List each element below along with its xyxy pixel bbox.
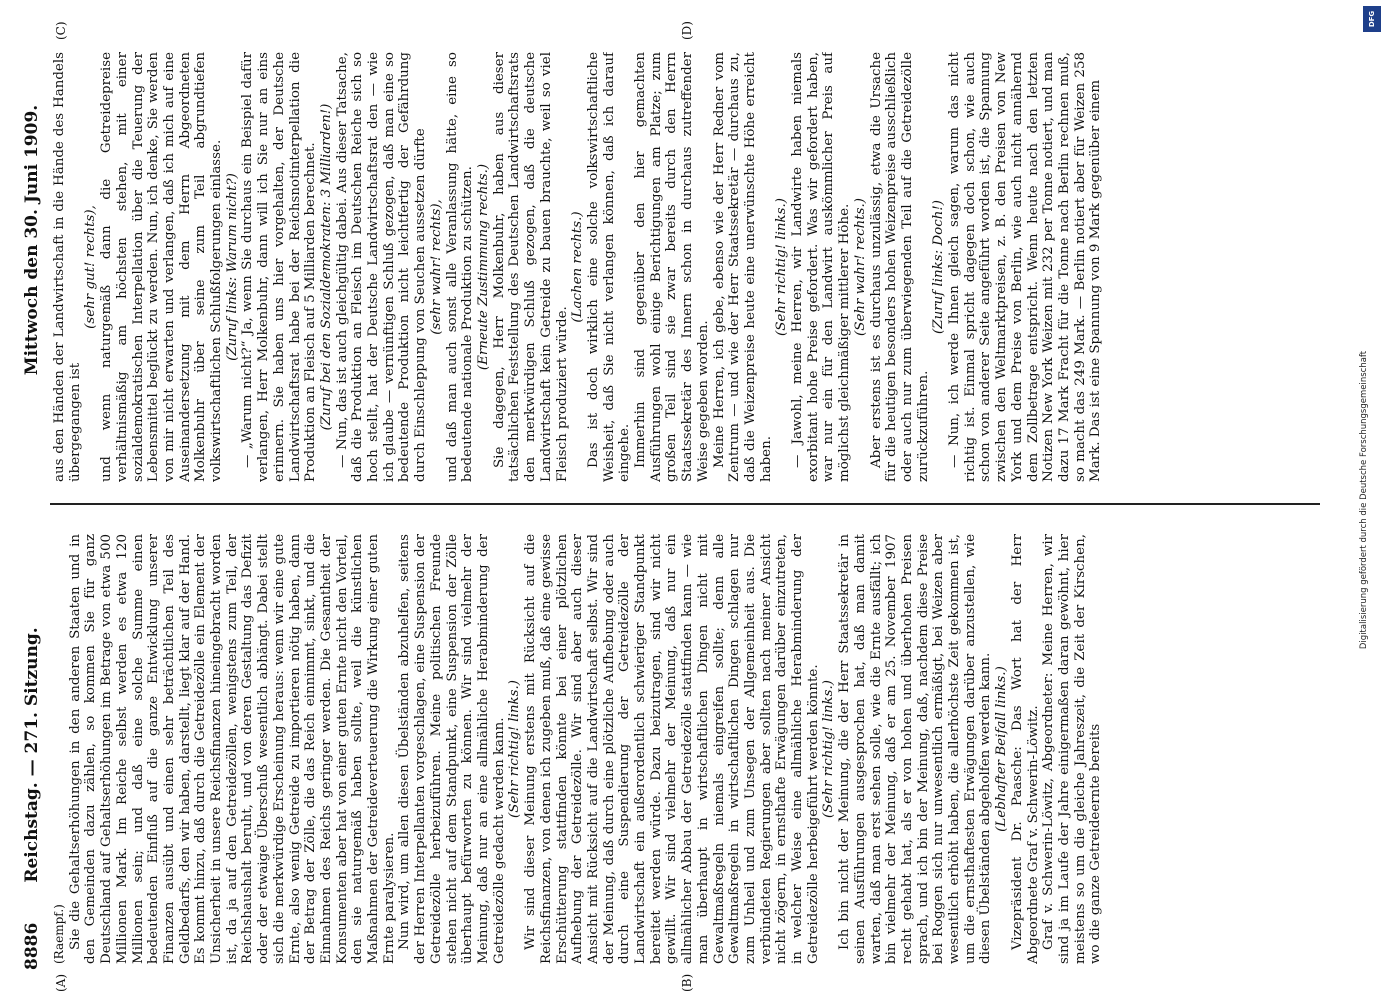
paragraph: (Raempf.) — [52, 904, 66, 964]
column-divider — [50, 503, 1320, 505]
paragraph: Aber erstens ist es durchaus unzulässig, etwa die Ursache für die heutigen besonders hohen Weizenpreise ausschließlich oder auch nur zum überwiegenden Teil auf die Getreidezölle zurückzuführen. — [868, 52, 931, 482]
interjection: (Zuruf bei den Sozialdemokraten: 3 Milliarden!) — [318, 103, 334, 431]
page-number: 8886 — [22, 922, 42, 970]
paragraph: Graf v. Schwerin-Löwitz, Abgeordneter: Meine Herren, wir sind ja im Laufe der Jahre einigermaßen daran gewöhnt, hier meistens so um die gleiche Jahreszeit, die Zeit der Kirschen, wo die ganze Getreideernte bereits — [1041, 534, 1104, 964]
left-text-column — [52, 534, 1302, 964]
interjection: (Sehr richtig! links.) — [507, 680, 523, 818]
paragraph: Wir sind dieser Meinung erstens mit Rücksicht auf die Reichsfinanzen, von denen ich zugeben muß, daß eine gewisse Erschütterung stattfinden könnte bei einer plötzlichen Aufhebung der Getreidezölle. Wir sind aber auch dieser Ansicht mit Rücksicht auf die Landwirtschaft selbst. Wir sind der Meinung, daß durch eine plötzliche Aufhebung oder auch durch eine Suspendierung der Getreidezölle der Landwirtschaft ein außerordentlich schwieriger Standpunkt bereitet werden würde. Dazu beizutragen, sind wir nicht gewillt. Wir sind vielmehr der Meinung, daß nur ein allmählicher Abbau der Getreidezölle stattfinden kann — wie man überhaupt in wirtschaftlichen Dingen nicht mit Gewaltmaßregeln niemals eingreifen sollte; denn alle Gewaltmaßregeln in wirtschaftlichen Dingen schlagen nur zum Unheil und zum Unsegen der Allgemeinheit aus. Die verbündeten Regierungen aber sollten nach meiner Ansicht nicht zögern, in ernsthafte Erwägungen darüber einzutreten, in welcher Weise eine allmähliche Herabminderung der Getreidezölle herbeigeführt werden könnte. — [523, 534, 821, 964]
interjection: (Sehr richtig! links.) — [774, 198, 790, 336]
header-left-title: Reichstag. — 271. Sitzung. — [22, 627, 42, 883]
paragraph: aus den Händen der Landwirtschaft in die Hände des Handels übergegangen ist — [52, 52, 83, 482]
interjection: (Sehr richtig! links.) — [821, 680, 837, 818]
margin-marker-a: (A) — [54, 973, 68, 992]
margin-marker-b: (B) — [680, 973, 694, 992]
paragraph: und daß man auch sonst alle Veranlassung hätte, eine so bedeutende nationale Produktion zu schützen. — [444, 52, 476, 482]
interjection: (sehr wahr! rechts), — [428, 199, 444, 335]
header-right-title: Mittwoch den 30. Juni 1909. — [22, 104, 42, 376]
paragraph: Meine Herren, ich gebe, ebenso wie der Herr Redner vom Zentrum — und wie der Herr Staatssekretär — durchaus zu, daß die Weizenpreise heute eine unerwünschte Höhe erreicht haben. — [711, 52, 774, 482]
paragraph: — Nun, ich werde Ihnen gleich sagen, warum das nicht richtig ist. Einmal spricht dagegen doch schon, wie auch schon von anderer Seite angeführt worden ist, die Spannung zwischen den Weltmarktpreisen, z. B. den Preisen von New York und dem Preise von Berlin, wie auch nicht annähernd dem Zollbetrage entspricht. Wenn heute nach den letzten Notizen New York Weizen mit 232 per Tonne notiert, und man dazu 17 Mark Fracht für die Tonne nach Berlin rechnen muß, so macht das 249 Mark. — Berlin notiert aber für Weizen 258 Mark. Das ist eine Spannung von 9 Mark gegenüber einem — [947, 52, 1104, 482]
paragraph: und wenn naturgemäß dann die Getreidepreise verhältnismäßig am höchsten stehen, mit einer sozialdemokratischen Interpellation über die Teuerung der Lebensmittel beglückt zu werden. Nun, ich denke, Sie werden von mir nicht erwarten und verlangen, daß ich mich auf eine Auseinandersetzung mit dem Herrn Abgeordneten Molkenbuhr über seine zum Teil abgrundtiefen volkswirtschaftlichen Schlußfolgerungen einlasse. — [99, 52, 225, 482]
margin-marker-d: (D) — [680, 21, 694, 40]
digitization-credit-text: Digitalisierung gefördert durch die Deutsche Forschungsgemeinschaft — [1359, 350, 1369, 650]
paragraph: Vizepräsident Dr. Paasche: Das Wort hat der Herr Abgeordnete Graf v. Schwerin-Löwitz. — [1009, 534, 1041, 964]
paragraph: — „Warum nicht?“ Ja, wenn Sie durchaus ein Beispiel dafür verlangen, Herr Molkenbuhr, dann will ich Sie nur an eins erinnern. Sie haben uns hier vorgehalten, der Deutsche Landwirtschaftsrat habe bei der Reichsnotinterpellation die Produktion an Fleisch auf 5 Milliarden berechnet. — [240, 52, 319, 482]
paragraph: Sie dagegen, Herr Molkenbuhr, haben aus dieser tatsächlichen Feststellung des Deutschen Landwirtschaftsrats den merkwürdigen Schluß gezogen, daß die deutsche Landwirtschaft kein Getreide zu bauen brauchte, weil so viel Fleisch produziert würde. — [491, 52, 570, 482]
interjection: (Lachen rechts.) — [570, 211, 586, 323]
interjection: (Zuruf links: Doch!) — [931, 200, 947, 334]
interjection: (Zuruf links: Warum nicht?) — [224, 173, 240, 361]
right-text-column — [52, 52, 1302, 482]
paragraph: Nun wird, um allen diesen Übelständen abzuhelfen, seitens der Herren Interpellanten vorgeschlagen, eine Suspension der Getreidezölle herbeizuführen. Meine politischen Freunde stehen nicht auf dem Standpunkt, eine Suspension der Zölle überhaupt befürworten zu können. Wir sind vielmehr der Meinung, daß nur an eine allmähliche Herabminderung der Getreidezölle gedacht werden kann. — [397, 534, 507, 964]
interjection: (Lebhafter Beifall links.) — [994, 666, 1010, 832]
paragraph: Sie die Gehaltserhöhungen in den anderen Staaten und in den Gemeinden dazu zählen, so kommen Sie für ganz Deutschland auf Gehaltserhöhungen im Betrage von etwa 500 Millionen Mark. Im Reiche selbst werden es etwa 120 Millionen sein; und daß eine solche Summe einen bedeutenden Einfluß auf die ganze Entwicklung unserer Finanzen ausübt und einen sehr beträchtlichen Teil des Geldbedarfs, den wir haben, darstellt, liegt klar auf der Hand. Es kommt hinzu, daß durch die Getreidezölle ein Element der Unsicherheit in unsere Reichsfinanzen hineingebracht worden ist, da ja auf den Getreidezöllen, wenigstens zum Teil, der Reichshaushalt beruht, und von deren Gestaltung das Defizit oder der etwaige Überschuß wesentlich abhängt. Dabei stellt sich die merkwürdige Erscheinung heraus: wenn wir eine gute Ernte, also wenig Getreide zu importieren nötig haben, dann der Betrag der Zölle, die das Reich einnimmt, sinkt, und die Einnahmen des Reichs geringer werden. Die Gesamtheit der Konsumenten aber hat von einer guten Ernte nicht den Vorteil, den sie naturgemäß haben sollte, weil die künstlichen Maßnahmen der Getreideverteuerung die Wirkung einer guten Ernte paralysieren. — [67, 534, 397, 964]
interjection: (sehr gut! rechts), — [83, 205, 99, 329]
paragraph: Ich bin nicht der Meinung, die der Herr Staatssekretär in seinen Ausführungen ausgesprochen hat, daß man damit warten, daß man erst sehen solle, wie die Ernte ausfällt; ich bin vielmehr der Meinung, daß er am 25. November 1907 recht gehabt hat, als er von hohen und überhohen Preisen sprach, und ich bin der Meinung, daß, nachdem diese Preise bei Roggen sich nur unwesentlich ermäßigt, bei Weizen aber wesentlich erhöht haben, die allerhöchste Zeit gekommen ist, um die ernsthaftesten Erwägungen darüber anzustellen, wie diesen Übelständen abgeholfen werden kann. — [837, 534, 994, 964]
paragraph: — Jawohl, meine Herren, wir Landwirte haben niemals exorbitant hohe Preise gefordert. Was wir gefordert haben, war nur ein für den Landwirt auskömmlicher Preis auf möglichst gleichmäßiger mittlerer Höhe. — [790, 52, 853, 482]
interjection: (Erneute Zustimmung rechts.) — [475, 163, 491, 371]
paragraph: Immerhin sind gegenüber den hier gemachten Ausführungen wohl einige Berichtigungen am Platze; zum großen Teil sind sie zwar bereits durch den Herrn Staatssekretär des Innern schon in durchaus zutreffender Weise gegeben worden. — [633, 52, 711, 482]
dfg-logo — [1363, 6, 1381, 32]
paragraph: Das ist doch wirklich eine solche volkswirtschaftliche Weisheit, daß Sie nicht verlangen können, daß ich darauf eingehe. — [585, 52, 633, 482]
digitization-credit — [1359, 0, 1379, 1000]
paragraph: — Nun, das ist auch gleichgültig dabei. Aus dieser Tatsache, daß die Produktion an Fleisch im Deutschen Reiche sich so hoch stellt, hat der Deutsche Landwirtschaftsrat den — wie ich glaube — vernünftigen Schluß gezogen, daß man eine so bedeutende Produktion nicht leichtfertig der Gefährdung durch Einschleppung von Seuchen aussetzen dürfte — [334, 52, 429, 482]
interjection: (Sehr wahr! rechts.) — [852, 198, 868, 336]
page-header — [18, 30, 48, 970]
dfg-logo-text: DFG — [1368, 10, 1376, 28]
margin-marker-c: (C) — [54, 21, 68, 40]
